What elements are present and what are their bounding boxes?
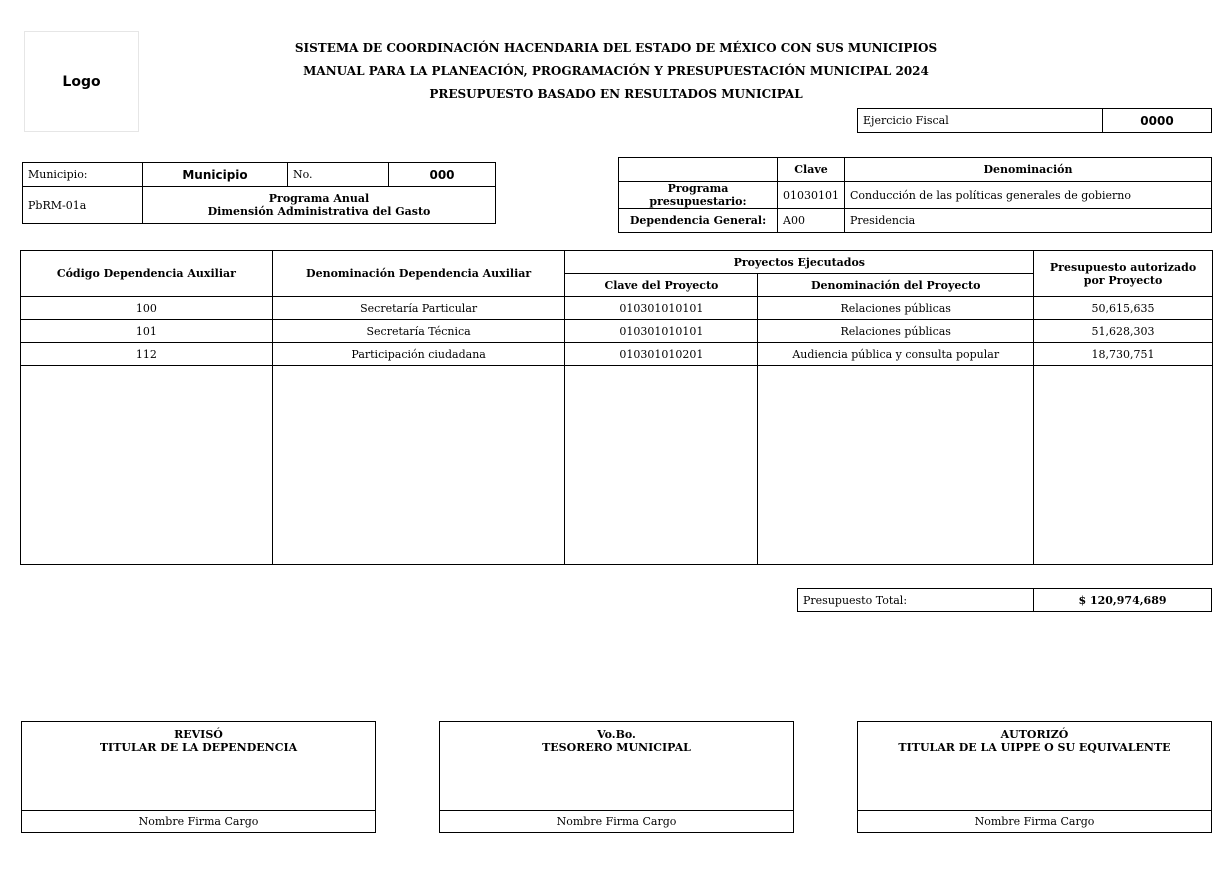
programa-presupuestario-denominacion: Conducción de las políticas generales de gobierno (845, 182, 1212, 209)
municipio-value: Municipio (143, 163, 288, 187)
header-title-line1: SISTEMA DE COORDINACIÓN HACENDARIA DEL ESTADO DE MÉXICO CON SUS MUNICIPIOS (294, 41, 938, 55)
cell-denominacion-proyecto: Relaciones públicas (758, 320, 1034, 343)
municipio-no-value: 000 (389, 163, 496, 187)
signature-title (22, 722, 375, 811)
signature-title-line2: TITULAR DE LA DEPENDENCIA (99, 741, 298, 754)
signature-box-reviso (21, 721, 376, 833)
program-title-line1: Programa Anual (268, 192, 370, 205)
total-table (797, 588, 1212, 612)
programa-table (618, 157, 1212, 233)
denominacion-header: Denominación (845, 158, 1212, 182)
cell-presupuesto: 51,628,303 (1034, 320, 1213, 343)
table-empty-row (21, 366, 1213, 565)
clave-header: Clave (778, 158, 845, 182)
signature-footer: Nombre Firma Cargo (138, 815, 259, 828)
fiscal-year-label: Ejercicio Fiscal (858, 109, 1103, 133)
table-row (21, 320, 1213, 343)
empty-cell (1034, 366, 1213, 565)
cell-denominacion-proyecto: Relaciones públicas (758, 297, 1034, 320)
col-header-codigo: Código Dependencia Auxiliar (21, 251, 273, 297)
cell-clave-proyecto: 010301010101 (565, 297, 758, 320)
signature-footer: Nombre Firma Cargo (974, 815, 1095, 828)
signature-title (858, 722, 1211, 811)
cell-clave-proyecto: 010301010201 (565, 343, 758, 366)
cell-denominacion-proyecto: Audiencia pública y consulta popular (758, 343, 1034, 366)
signature-title (440, 722, 793, 811)
col-header-denominacion: Denominación Dependencia Auxiliar (272, 251, 565, 297)
signature-title-line1: REVISÓ (174, 728, 223, 741)
col-header-proyectos-ejecutados: Proyectos Ejecutados (565, 251, 1034, 274)
header-title-line2: MANUAL PARA LA PLANEACIÓN, PROGRAMACIÓN Y PRESUPUESTACIÓN MUNICIPAL 2024 (303, 64, 929, 78)
signature-box-vobo (439, 721, 794, 833)
cell-codigo: 100 (21, 297, 273, 320)
signature-box-autorizo (857, 721, 1212, 833)
signature-title-line2: TESORERO MUNICIPAL (542, 741, 691, 754)
col-header-clave-proyecto: Clave del Proyecto (565, 274, 758, 297)
table-row (21, 297, 1213, 320)
col-header-presupuesto: Presupuesto autorizado por Proyecto (1034, 251, 1213, 297)
empty-cell (21, 366, 273, 565)
cell-presupuesto: 50,615,635 (1034, 297, 1213, 320)
signature-footer: Nombre Firma Cargo (556, 815, 677, 828)
empty-cell (272, 366, 565, 565)
programa-presupuestario-clave: 01030101 (778, 182, 845, 209)
logo-placeholder: Logo (24, 31, 139, 132)
fiscal-year-table (857, 108, 1212, 133)
total-label: Presupuesto Total: (798, 589, 1034, 612)
cell-denominacion: Secretaría Técnica (272, 320, 565, 343)
empty-cell (565, 366, 758, 565)
municipio-table (22, 162, 496, 224)
col-header-denominacion-proyecto: Denominación del Proyecto (758, 274, 1034, 297)
signature-title-line1: Vo.Bo. (597, 728, 636, 741)
header-title-line3: PRESUPUESTO BASADO EN RESULTADOS MUNICIPAL (429, 87, 803, 101)
program-title (143, 187, 496, 224)
programa-presupuestario-label: Programa presupuestario: (619, 182, 778, 209)
municipio-no-label: No. (288, 163, 389, 187)
municipio-label: Municipio: (23, 163, 143, 187)
dependencia-general-clave: A00 (778, 209, 845, 233)
cell-clave-proyecto: 010301010101 (565, 320, 758, 343)
cell-denominacion: Participación ciudadana (272, 343, 565, 366)
programa-empty-cell (619, 158, 778, 182)
projects-table (20, 250, 1213, 565)
dependencia-general-label: Dependencia General: (619, 209, 778, 233)
form-code: PbRM-01a (23, 187, 143, 224)
signature-title-line2: TITULAR DE LA UIPPE O SU EQUIVALENTE (898, 741, 1171, 754)
total-value: $ 120,974,689 (1034, 589, 1212, 612)
table-row (21, 343, 1213, 366)
cell-codigo: 112 (21, 343, 273, 366)
dependencia-general-denominacion: Presidencia (845, 209, 1212, 233)
program-title-line2: Dimensión Administrativa del Gasto (207, 205, 431, 218)
empty-cell (758, 366, 1034, 565)
cell-denominacion: Secretaría Particular (272, 297, 565, 320)
fiscal-year-value: 0000 (1103, 109, 1212, 133)
signature-title-line1: AUTORIZÓ (1000, 728, 1069, 741)
cell-codigo: 101 (21, 320, 273, 343)
cell-presupuesto: 18,730,751 (1034, 343, 1213, 366)
